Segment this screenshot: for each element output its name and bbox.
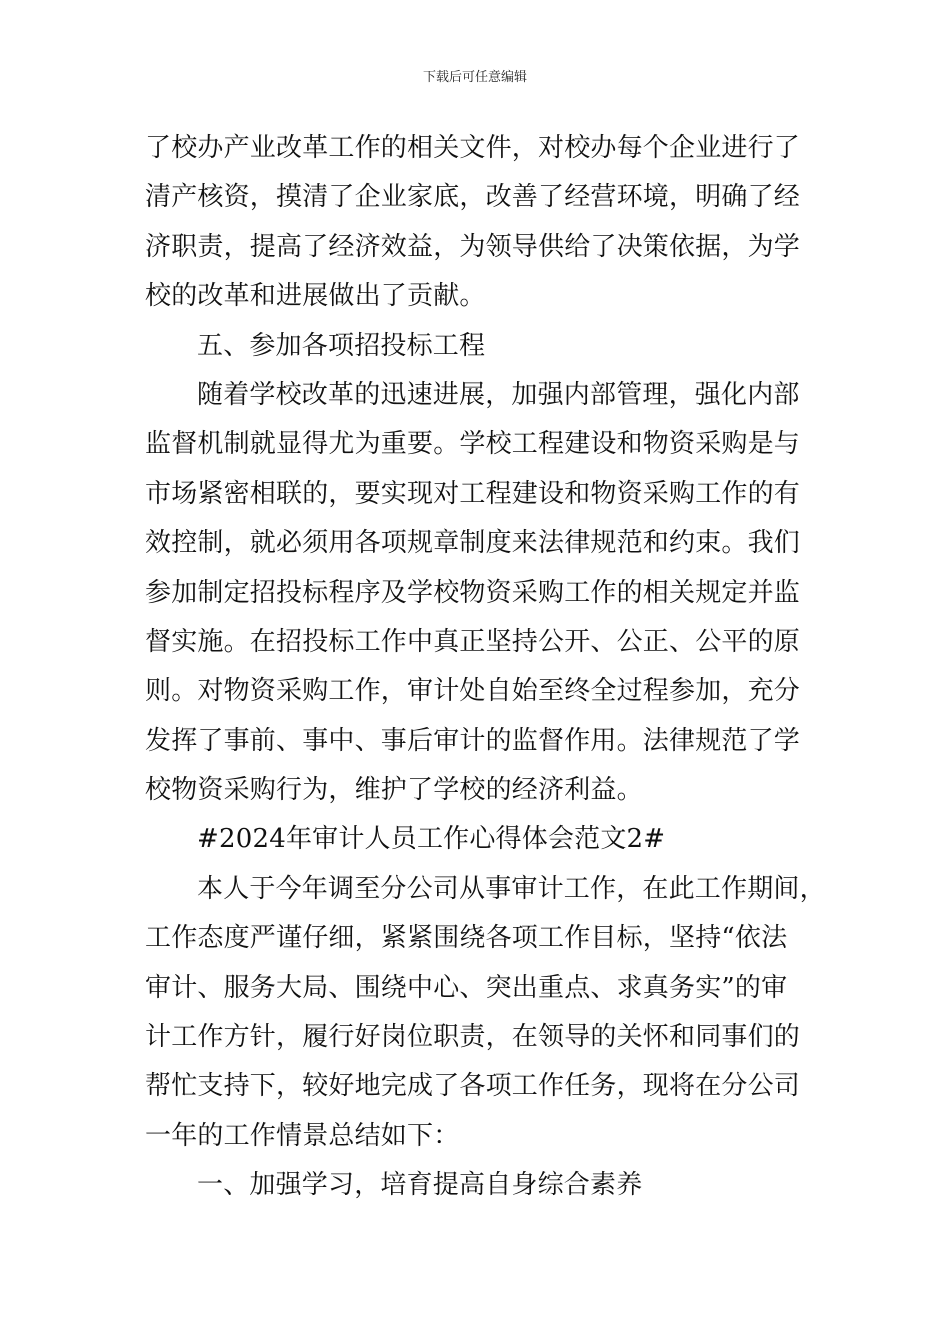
text-line: 一年的工作情景总结如下：: [145, 1120, 460, 1151]
text-line: 济职责，提高了经济效益，为领导供给了决策依据，为学: [145, 231, 801, 262]
document-title: #2024年审计人员工作心得体会范文2#: [197, 824, 666, 855]
text-line: 校的改革和进展做出了贡献。: [145, 281, 486, 312]
text-line: 帮忙支持下，较好地完成了各项工作任务，现将在分公司: [145, 1071, 801, 1102]
text-line: 效控制，就必须用各项规章制度来法律规范和约束。我们: [145, 528, 801, 559]
text-line: 监督机制就显得尤为重要。学校工程建设和物资采购是与: [145, 429, 801, 460]
text-line: 参加制定招投标程序及学校物资采购工作的相关规定并监: [145, 577, 801, 608]
text-line: 清产核资，摸清了企业家底，改善了经营环境，明确了经: [145, 182, 801, 213]
text-line: 计工作方针，履行好岗位职责，在领导的关怀和同事们的: [145, 1022, 801, 1053]
text-line: 校物资采购行为，维护了学校的经济利益。: [145, 775, 643, 806]
section-heading: 五、参加各项招投标工程: [197, 330, 486, 361]
text-line: 本人于今年调至分公司从事审计工作，在此工作期间，: [197, 873, 826, 904]
text-line: 了校办产业改革工作的相关文件，对校办每个企业进行了: [145, 133, 801, 163]
page-header: 下载后可任意编辑: [422, 70, 527, 85]
text-line: 发挥了事前、事中、事后审计的监督作用。法律规范了学: [145, 725, 801, 756]
text-line: 随着学校改革的迅速进展，加强内部管理，强化内部: [197, 379, 800, 410]
text-line: 审计、服务大局、围绕中心、突出重点、求真务实”的审: [145, 972, 788, 1003]
text-line: 督实施。在招投标工作中真正坚持公开、公正、公平的原: [145, 626, 801, 657]
document-body: [145, 124, 826, 1211]
text-line: 则。对物资采购工作，审计处自始至终全过程参加，充分: [145, 676, 801, 707]
text-line: 工作态度严谨仔细，紧紧围绕各项工作目标，坚持“依法: [145, 923, 788, 954]
section-heading: 一、加强学习，培育提高自身综合素养: [197, 1170, 643, 1201]
text-line: 市场紧密相联的，要实现对工程建设和物资采购工作的有: [145, 478, 801, 509]
